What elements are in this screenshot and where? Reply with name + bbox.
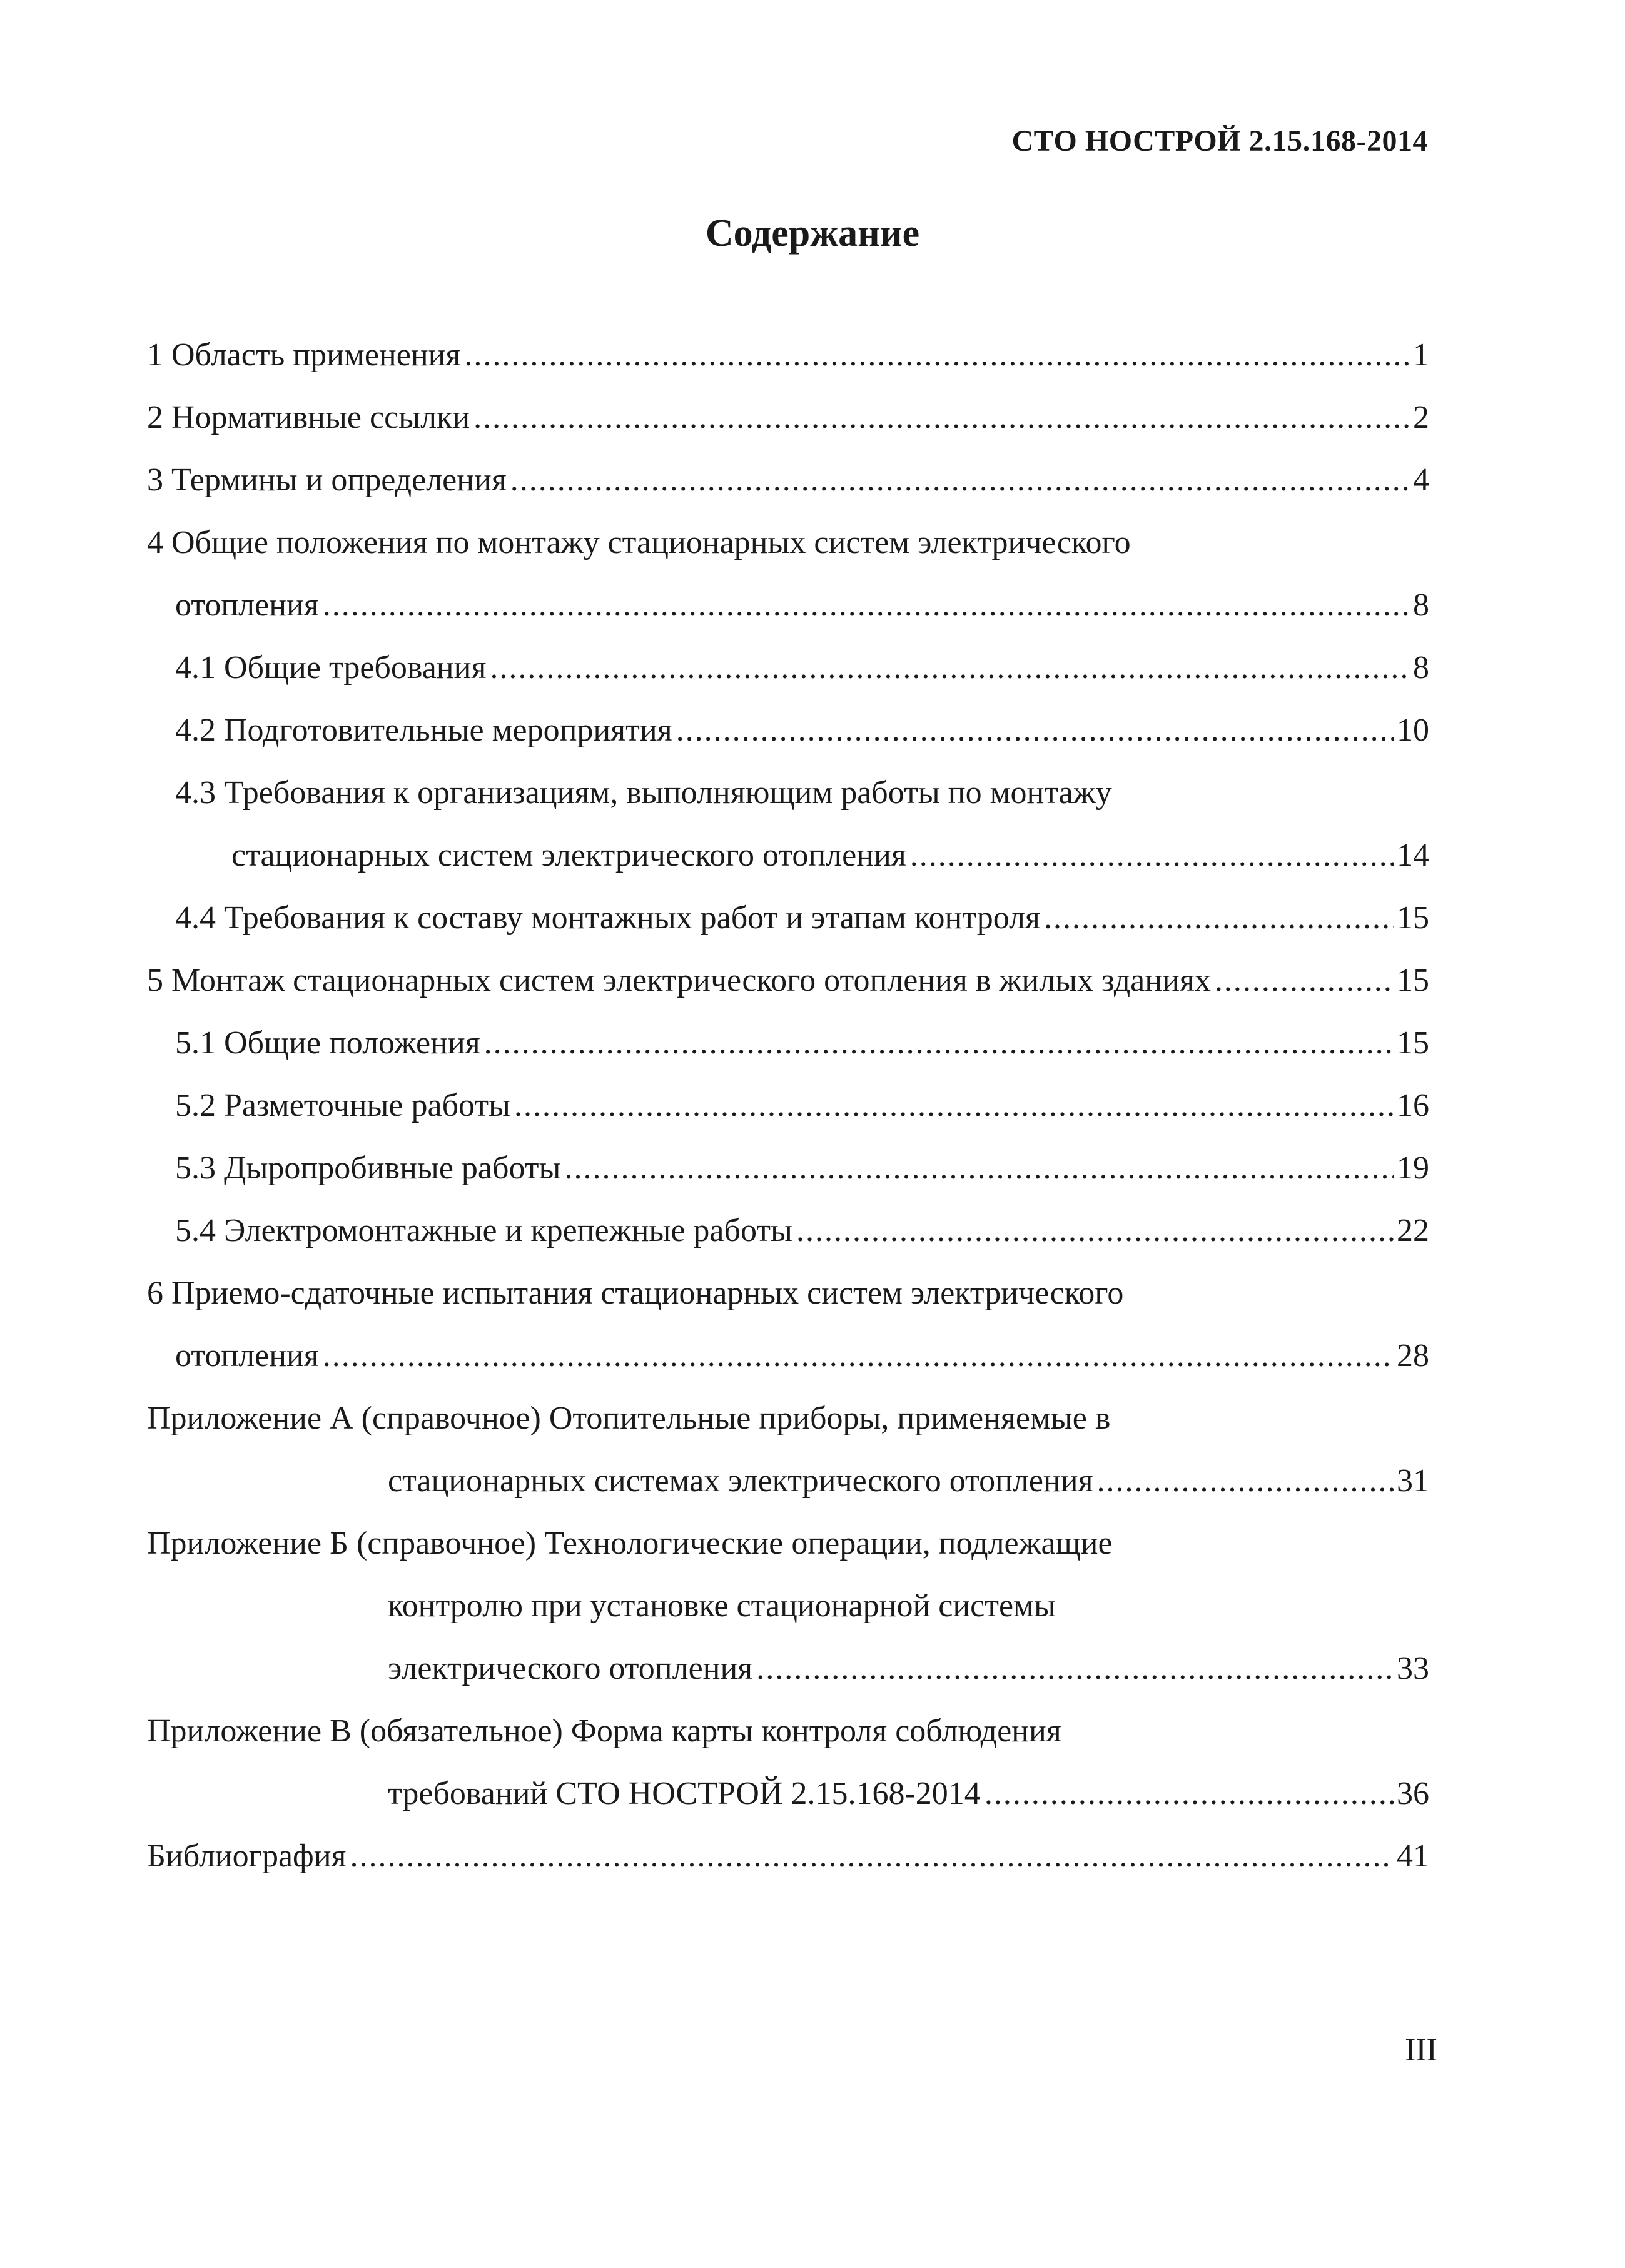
toc-line (147, 1450, 1429, 1512)
toc-entry-text: 4 Общие положения по монтажу стационарных систем электрического (147, 525, 1131, 560)
toc-entry[interactable] (147, 1262, 1429, 1387)
toc-entry-text: 2 Нормативные ссылки (147, 400, 470, 435)
toc-page-number: 15 (1397, 963, 1429, 998)
toc-line (147, 1575, 1429, 1638)
toc-entry-text: 1 Область применения (147, 337, 461, 373)
dot-leader (484, 1012, 1394, 1075)
toc-entry-text: 4.2 Подготовительные мероприятия (175, 712, 672, 748)
toc-entry-text: требований СТО НОСТРОЙ 2.15.168-2014 (388, 1776, 981, 1811)
toc-entry-text: Приложение А (справочное) Отопительные приборы, применяемые в (147, 1400, 1111, 1436)
toc-page-number: 4 (1413, 462, 1429, 498)
toc-entry[interactable] (147, 1825, 1429, 1888)
toc-entry[interactable] (147, 949, 1429, 1012)
toc-entry-text: стационарных систем электрического отопления (231, 838, 906, 873)
toc-page-number: 19 (1397, 1150, 1429, 1186)
dot-leader (350, 1825, 1394, 1888)
toc-entry-text: 4.3 Требования к организациям, выполняющим работы по монтажу (175, 775, 1112, 811)
toc-line (147, 1638, 1429, 1700)
toc-line (147, 574, 1429, 637)
toc-entry[interactable] (147, 1700, 1429, 1825)
toc-page-number: 8 (1413, 650, 1429, 686)
dot-leader (323, 574, 1410, 637)
toc-page-number: 28 (1397, 1338, 1429, 1374)
toc-line (147, 1137, 1429, 1200)
dot-leader (1215, 949, 1394, 1012)
dot-leader (464, 324, 1410, 387)
toc-line (147, 324, 1429, 387)
toc-entry[interactable] (147, 699, 1429, 762)
toc-line (147, 824, 1429, 887)
toc-entry[interactable] (147, 1512, 1429, 1700)
toc-line (147, 637, 1429, 699)
toc-page-number: 10 (1397, 712, 1429, 748)
toc-entry-text: 4.1 Общие требования (175, 650, 487, 686)
toc-page-number: 22 (1397, 1213, 1429, 1248)
dot-leader (796, 1200, 1394, 1262)
toc-page-number: 2 (1413, 400, 1429, 435)
toc-line (147, 1825, 1429, 1888)
toc-entry-text: контролю при установке стационарной системы (388, 1588, 1056, 1624)
document-code-header: СТО НОСТРОЙ 2.15.168-2014 (1011, 124, 1428, 158)
toc-entry-text: 3 Термины и определения (147, 462, 507, 498)
dot-leader (1044, 887, 1394, 949)
dot-leader (985, 1763, 1394, 1825)
toc-entry-text: 4.4 Требования к составу монтажных работ и этапам контроля (175, 900, 1040, 936)
dot-leader (473, 387, 1410, 449)
toc-entry-text: Приложение В (обязательное) Форма карты контроля соблюдения (147, 1713, 1061, 1749)
dot-leader (510, 449, 1410, 512)
toc-entry[interactable] (147, 387, 1429, 449)
toc-line (147, 762, 1429, 824)
toc-entry[interactable] (147, 887, 1429, 949)
toc-entry[interactable] (147, 1387, 1429, 1512)
dot-leader (564, 1137, 1394, 1200)
toc-entry-text: 6 Приемо-сдаточные испытания стационарных систем электрического (147, 1275, 1124, 1311)
toc-line (147, 512, 1429, 574)
toc-entry-text: отопления (175, 1338, 319, 1374)
toc-line (147, 1763, 1429, 1825)
toc-entry[interactable] (147, 324, 1429, 387)
toc-entry-text: 5.2 Разметочные работы (175, 1088, 510, 1123)
toc-entry-text: Приложение Б (справочное) Технологические операции, подлежащие (147, 1526, 1113, 1561)
dot-leader (676, 699, 1394, 762)
toc-page-number: 8 (1413, 587, 1429, 623)
toc-line (147, 1075, 1429, 1137)
dot-leader (756, 1638, 1394, 1700)
toc-entry[interactable] (147, 1137, 1429, 1200)
toc-entry[interactable] (147, 762, 1429, 887)
toc-page-number: 41 (1397, 1838, 1429, 1874)
toc-entry[interactable] (147, 1012, 1429, 1075)
dot-leader (910, 824, 1394, 887)
toc-page-number: 14 (1397, 838, 1429, 873)
dot-leader (323, 1325, 1394, 1387)
toc-entry-text: 5.3 Дыропробивные работы (175, 1150, 561, 1186)
toc-page-number: 15 (1397, 1025, 1429, 1061)
toc-page-number: 31 (1397, 1463, 1429, 1499)
toc-entry-text: стационарных системах электрического отопления (388, 1463, 1093, 1499)
dot-leader (490, 637, 1410, 699)
toc-entry-text: 5 Монтаж стационарных систем электрического отопления в жилых зданиях (147, 963, 1211, 998)
toc-page-number: 36 (1397, 1776, 1429, 1811)
toc-line (147, 949, 1429, 1012)
toc-line (147, 1262, 1429, 1325)
dot-leader (514, 1075, 1394, 1137)
toc-line (147, 699, 1429, 762)
toc-entry[interactable] (147, 1200, 1429, 1262)
toc-line (147, 1512, 1429, 1575)
toc-line (147, 449, 1429, 512)
toc-entry-text: отопления (175, 587, 319, 623)
toc-entry[interactable] (147, 1075, 1429, 1137)
toc-entry-text: 5.1 Общие положения (175, 1025, 480, 1061)
toc-line (147, 1012, 1429, 1075)
toc-entry-text: Библиография (147, 1838, 347, 1874)
toc-title: Содержание (705, 212, 920, 255)
toc-entry-text: электрического отопления (388, 1651, 753, 1686)
toc-page-number: 33 (1397, 1651, 1429, 1686)
toc-page-number: 15 (1397, 900, 1429, 936)
toc-entry-text: 5.4 Электромонтажные и крепежные работы (175, 1213, 792, 1248)
page-number: III (1405, 2032, 1437, 2068)
toc-line (147, 1200, 1429, 1262)
toc-line (147, 1700, 1429, 1763)
toc-line (147, 1325, 1429, 1387)
table-of-contents (147, 324, 1429, 1888)
toc-entry[interactable] (147, 512, 1429, 637)
toc-line (147, 387, 1429, 449)
dot-leader (1097, 1450, 1395, 1512)
toc-line (147, 1387, 1429, 1450)
toc-page-number: 16 (1397, 1088, 1429, 1123)
toc-line (147, 887, 1429, 949)
toc-page-number: 1 (1413, 337, 1429, 373)
toc-entry[interactable] (147, 637, 1429, 699)
toc-entry[interactable] (147, 449, 1429, 512)
